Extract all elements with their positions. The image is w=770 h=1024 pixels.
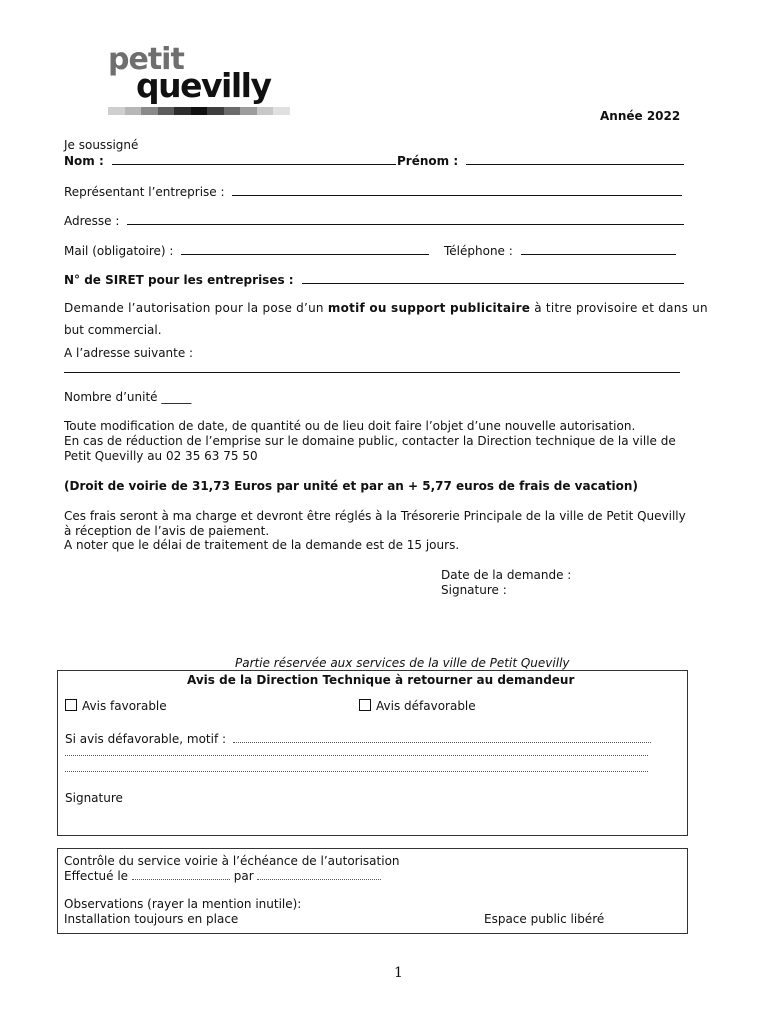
demande-post: à titre provisoire et dans un [530, 301, 708, 315]
reserved-title: Avis de la Direction Technique à retourner au demandeur [187, 673, 575, 687]
petit-quevilly-logo [108, 42, 308, 118]
nom-field[interactable] [64, 153, 396, 168]
effectue-dotted-line [132, 869, 230, 880]
telephone-line [521, 243, 676, 255]
logo-color-segment [174, 107, 191, 115]
prenom-label: Prénom : [397, 154, 459, 168]
date-demande-label: Date de la demande : [441, 568, 572, 582]
nom-line [112, 153, 396, 165]
logo-line1: petit [108, 42, 184, 77]
logo-color-segment [240, 107, 257, 115]
prenom-field[interactable] [397, 153, 684, 168]
motif-label: Si avis défavorable, motif : [65, 732, 227, 746]
checkbox-icon[interactable] [359, 699, 371, 711]
mail-field[interactable] [64, 243, 429, 258]
espace-option[interactable]: Espace public libéré [484, 912, 605, 926]
avis-favorable-option[interactable] [65, 699, 167, 713]
logo-line2: quevilly [136, 66, 271, 105]
mail-label: Mail (obligatoire) : [64, 244, 174, 258]
reserved-signature-label: Signature [65, 791, 123, 805]
direction-technique-box [57, 670, 688, 836]
logo-color-segment [224, 107, 241, 115]
observations-label: Observations (rayer la mention inutile): [64, 897, 302, 911]
prenom-line [466, 153, 684, 165]
signature-label: Signature : [441, 583, 507, 597]
frais-line2: à réception de l’avis de paiement. [64, 524, 270, 538]
effectue-label: Effectué le [64, 869, 129, 883]
soussigne-text: Je soussigné [64, 138, 139, 152]
logo-color-segment [207, 107, 224, 115]
effectue-field[interactable] [64, 869, 381, 883]
motif-dotted-line-3[interactable] [65, 763, 648, 772]
representant-field[interactable] [64, 184, 682, 199]
demande-bold: motif ou support publicitaire [327, 301, 531, 315]
frais-line1: Ces frais seront à ma charge et devront être réglés à la Trésorerie Principale de la ville de Petit Quevilly [64, 509, 686, 523]
droit-voirie-text: (Droit de voirie de 31,73 Euros par unité et par an + 5,77 euros de frais de vacation) [64, 479, 638, 493]
controle-box [57, 848, 688, 934]
controle-line1: Contrôle du service voirie à l’échéance de l’autorisation [64, 854, 400, 868]
checkbox-icon[interactable] [65, 699, 77, 711]
nombre-unite-field[interactable]: Nombre d’unité _____ [64, 390, 192, 404]
representant-line [232, 184, 682, 196]
motif-dotted-line-2[interactable] [65, 747, 648, 756]
motif-field[interactable] [65, 732, 651, 746]
logo-color-segment [158, 107, 175, 115]
mail-line [181, 243, 429, 255]
modif-line1: Toute modification de date, de quantité ou de lieu doit faire l’objet d’une nouvelle autorisation. [64, 419, 636, 433]
year-label: Année 2022 [600, 109, 681, 123]
adresse-field[interactable] [64, 213, 684, 228]
siret-line [302, 272, 684, 284]
demande-pre: Demande l’autorisation pour la pose d’un [64, 301, 328, 315]
adresse-suivante-line[interactable] [64, 362, 680, 373]
logo-color-segment [257, 107, 274, 115]
telephone-label: Téléphone : [444, 244, 513, 258]
adresse-line [127, 213, 684, 225]
frais-line3: A noter que le délai de traitement de la demande est de 15 jours. [64, 538, 460, 552]
modif-line2: En cas de réduction de l’emprise sur le domaine public, contacter la Direction technique de la ville de [64, 434, 676, 448]
par-dotted-line [257, 869, 381, 880]
modif-line3: Petit Quevilly au 02 35 63 75 50 [64, 449, 258, 463]
avis-favorable-label: Avis favorable [82, 699, 167, 713]
logo-color-segment [273, 107, 290, 115]
adresse-label: Adresse : [64, 214, 120, 228]
page-number: 1 [394, 965, 403, 981]
par-label: par [233, 869, 254, 883]
siret-label: N° de SIRET pour les entreprises : [64, 273, 294, 287]
logo-color-segment [125, 107, 142, 115]
installation-option[interactable]: Installation toujours en place [64, 912, 239, 926]
telephone-field[interactable] [444, 243, 676, 258]
representant-label: Représentant l’entreprise : [64, 185, 225, 199]
reserved-caption: Partie réservée aux services de la ville de Petit Quevilly [235, 656, 570, 670]
avis-defavorable-option[interactable] [359, 699, 476, 713]
siret-field[interactable] [64, 272, 684, 287]
adresse-suivante-label: A l’adresse suivante : [64, 346, 194, 360]
logo-color-segment [108, 107, 125, 115]
nom-label: Nom : [64, 154, 104, 168]
demande-text [64, 301, 708, 315]
demande-line2: but commercial. [64, 323, 162, 337]
logo-color-bar [108, 107, 290, 115]
motif-dotted-line [233, 732, 651, 743]
avis-defavorable-label: Avis défavorable [376, 699, 476, 713]
logo-color-segment [141, 107, 158, 115]
logo-color-segment [191, 107, 208, 115]
